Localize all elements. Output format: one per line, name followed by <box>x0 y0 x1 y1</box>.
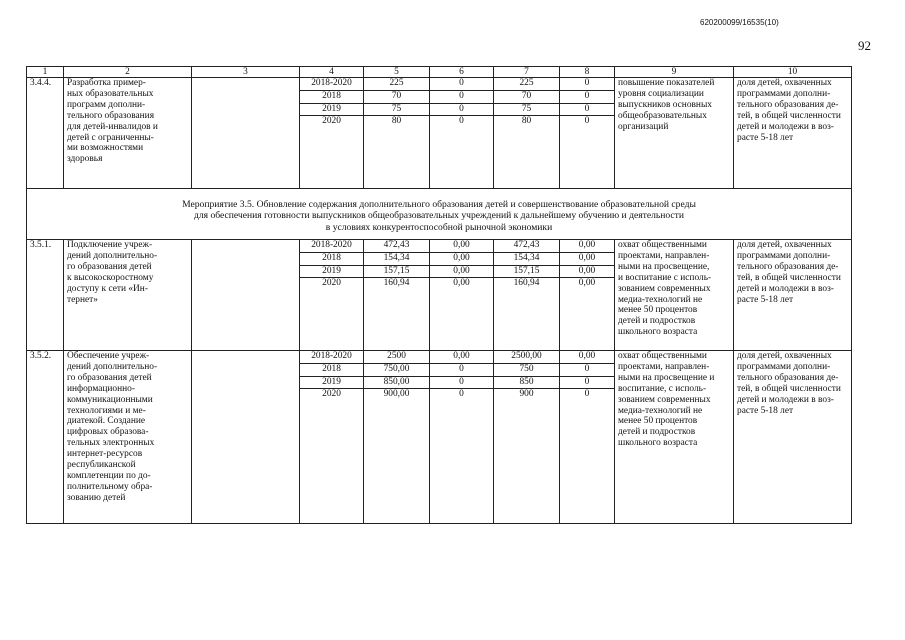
text-line: расте 5-18 лет <box>737 294 794 305</box>
value-line: 0,00 <box>560 266 614 279</box>
table-row <box>27 240 852 351</box>
text-line: комплетенции по до- <box>67 470 151 481</box>
text-line: ными на просвещение и <box>618 372 715 383</box>
value-line: 0 <box>459 389 464 400</box>
row-number: 3.4.4. <box>27 78 64 189</box>
value-line: 2019 <box>300 266 363 279</box>
section-title <box>27 189 852 240</box>
value-line: 750 <box>494 364 559 377</box>
text-line: тельных электронных <box>67 438 155 449</box>
empty-cell <box>192 351 300 524</box>
value-cell <box>430 240 494 351</box>
text-line: доля детей, охваченных <box>737 351 832 361</box>
value-cell <box>364 351 430 524</box>
text-line: тельного образования де- <box>737 99 839 110</box>
text-line: детей с ограниченны- <box>67 132 154 143</box>
value-line: 900 <box>519 389 534 400</box>
text-line: дений дополнительно- <box>67 250 158 261</box>
value-line: 75 <box>494 104 559 117</box>
table-row <box>27 351 852 524</box>
value-line: 75 <box>364 104 429 117</box>
value-line: 0 <box>430 91 493 104</box>
text-line: зованию детей <box>67 492 126 503</box>
value-line: 70 <box>364 91 429 104</box>
value-line: 2020 <box>322 389 341 400</box>
header-cell: 6 <box>430 67 494 78</box>
header-cell: 5 <box>364 67 430 78</box>
value-cell <box>364 240 430 351</box>
text-line: расте 5-18 лет <box>737 405 794 416</box>
measure-name <box>64 351 192 524</box>
header-cell: 8 <box>560 67 615 78</box>
text-line: программами дополни- <box>737 250 831 261</box>
value-line: 2020 <box>322 116 341 127</box>
text-line: тей, в общей численности <box>737 110 841 121</box>
value-cell <box>364 78 430 189</box>
value-line: 472,43 <box>364 240 429 253</box>
value-line: 0 <box>560 104 614 117</box>
text-line: расте 5-18 лет <box>737 132 794 143</box>
value-cell <box>560 78 615 189</box>
text-line: технологиями и ме- <box>67 405 146 416</box>
header-cell: 4 <box>300 67 364 78</box>
value-line: 0,00 <box>453 278 470 289</box>
value-line: 0 <box>560 377 614 390</box>
value-line: 2018-2020 <box>300 78 363 91</box>
text-line: го образования детей <box>67 372 152 383</box>
text-line: охват общественными <box>618 351 707 361</box>
header-cell: 3 <box>192 67 300 78</box>
measure-name <box>64 240 192 351</box>
value-cell <box>430 351 494 524</box>
value-cell <box>300 78 364 189</box>
text-line: информационно- <box>67 383 135 394</box>
value-line: 0,00 <box>560 351 614 364</box>
text-line: школьного возраста <box>618 438 698 449</box>
value-line: 0,00 <box>560 253 614 266</box>
section-title-line: в условиях конкурентоспособной рыночной экономики <box>325 221 553 233</box>
text-line: здоровья <box>67 154 103 165</box>
value-line: 2018 <box>300 364 363 377</box>
value-line: 0,00 <box>430 240 493 253</box>
text-line: тельного образования де- <box>737 372 839 383</box>
value-cell <box>494 240 560 351</box>
text-line: медиа-технологий не <box>618 294 703 305</box>
value-line: 0 <box>584 389 590 400</box>
text-line: уровня социализации <box>618 88 704 99</box>
value-line: 70 <box>494 91 559 104</box>
value-line: 2500 <box>364 351 429 364</box>
expected-result <box>615 351 734 524</box>
value-line: 2018-2020 <box>300 351 363 364</box>
text-line: организаций <box>618 121 669 132</box>
value-line: 0 <box>430 377 493 390</box>
value-cell <box>300 240 364 351</box>
text-line: и воспитание с исполь- <box>618 272 712 283</box>
text-line: детей и молодежи в воз- <box>737 121 834 132</box>
value-line: 154,34 <box>494 253 559 266</box>
indicator <box>734 351 852 524</box>
text-line: менее 50 процентов <box>618 305 698 316</box>
header-cell: 9 <box>615 67 734 78</box>
value-line: 2018 <box>300 253 363 266</box>
value-cell <box>494 351 560 524</box>
value-line: 0,00 <box>430 266 493 279</box>
text-line: го образования детей <box>67 261 152 272</box>
measure-name <box>64 78 192 189</box>
text-line: доступу к сети «Ин- <box>67 283 148 294</box>
page-number: 92 <box>858 38 871 53</box>
text-line: воспитание, с исполь- <box>618 383 707 394</box>
text-line: полнительному обра- <box>67 481 153 492</box>
value-line: 157,15 <box>494 266 559 279</box>
expected-result <box>615 78 734 189</box>
text-line: детей и подростков <box>618 427 696 438</box>
indicator <box>734 240 852 351</box>
section-title-line: для обеспечения готовности выпускников общеобразовательных учреждений к дальнейшему обучению и деятельности <box>193 210 684 222</box>
section-title-line: Мероприятие 3.5. Обновление содержания дополнительного образования детей и совершенствование образовательной среды <box>182 199 696 210</box>
text-line: коммуникационными <box>67 394 153 405</box>
value-line: 157,15 <box>364 266 429 279</box>
text-line: зованием современных <box>618 394 711 405</box>
text-line: для детей-инвалидов и <box>67 121 158 132</box>
text-line: школьного возраста <box>618 327 698 338</box>
text-line: интернет-ресурсов <box>67 449 143 460</box>
value-line: 225 <box>364 78 429 91</box>
header-cell: 10 <box>734 67 852 78</box>
text-line: доля детей, охваченных <box>737 78 832 88</box>
value-line: 2018-2020 <box>300 240 363 253</box>
expected-result <box>615 240 734 351</box>
document-number: 620200099/16535(10) <box>700 18 779 27</box>
text-line: охват общественными <box>618 240 707 250</box>
value-line: 0 <box>430 78 493 91</box>
text-line: к высокоскоростному <box>67 272 154 283</box>
text-line: повышение показателей <box>618 78 715 88</box>
text-line: ных образовательных <box>67 88 154 99</box>
value-line: 2018 <box>300 91 363 104</box>
text-line: тельного образования <box>67 110 155 121</box>
value-line: 2019 <box>300 104 363 117</box>
row-number: 3.5.2. <box>27 351 64 524</box>
value-line: 0 <box>584 116 590 127</box>
value-line: 0 <box>459 116 464 127</box>
text-line: тернет» <box>67 294 98 305</box>
value-line: 2500,00 <box>494 351 559 364</box>
value-line: 0,00 <box>560 240 614 253</box>
text-line: диатекой. Создание <box>67 416 146 427</box>
text-line: выпускников основных <box>618 99 712 110</box>
header-cell: 7 <box>494 67 560 78</box>
table-row <box>27 78 852 189</box>
value-line: 472,43 <box>494 240 559 253</box>
section-row <box>27 189 852 240</box>
text-line: детей и молодежи в воз- <box>737 283 834 294</box>
text-line: зованием современных <box>618 283 711 294</box>
text-line: Разработка пример- <box>67 78 146 88</box>
value-line: 154,34 <box>364 253 429 266</box>
indicator <box>734 78 852 189</box>
value-cell <box>494 78 560 189</box>
text-line: программ дополни- <box>67 99 146 110</box>
value-line: 750,00 <box>364 364 429 377</box>
text-line: доля детей, охваченных <box>737 240 832 250</box>
value-line: 0 <box>430 364 493 377</box>
text-line: цифровых образова- <box>67 427 149 438</box>
value-line: 0 <box>560 91 614 104</box>
value-line: 2020 <box>322 278 341 289</box>
value-line: 900,00 <box>383 389 410 400</box>
header-row <box>27 67 852 78</box>
text-line: проектами, направлен- <box>618 361 710 372</box>
text-line: Обеспечение учреж- <box>67 351 150 361</box>
text-line: детей и подростков <box>618 316 696 327</box>
header-cell: 1 <box>27 67 64 78</box>
text-line: общеобразовательных <box>618 110 707 121</box>
text-line: ми возможностями <box>67 143 144 154</box>
value-line: 2019 <box>300 377 363 390</box>
empty-cell <box>192 240 300 351</box>
text-line: программами дополни- <box>737 88 831 99</box>
value-cell <box>560 351 615 524</box>
value-line: 160,94 <box>513 278 540 289</box>
value-line: 0 <box>560 364 614 377</box>
empty-cell <box>192 78 300 189</box>
text-line: медиа-технологий не <box>618 405 703 416</box>
text-line: ными на просвещение, <box>618 261 710 272</box>
value-line: 0,00 <box>430 253 493 266</box>
text-line: тей, в общей численности <box>737 272 841 283</box>
value-line: 0,00 <box>430 351 493 364</box>
value-line: 225 <box>494 78 559 91</box>
text-line: тей, в общей численности <box>737 383 841 394</box>
text-line: менее 50 процентов <box>618 416 698 427</box>
value-line: 850,00 <box>364 377 429 390</box>
value-line: 0,00 <box>578 278 596 289</box>
text-line: программами дополни- <box>737 361 831 372</box>
value-cell <box>560 240 615 351</box>
value-line: 80 <box>391 116 402 127</box>
text-line: тельного образования де- <box>737 261 839 272</box>
program-table <box>26 66 852 524</box>
value-line: 0 <box>430 104 493 117</box>
value-cell <box>300 351 364 524</box>
row-number: 3.5.1. <box>27 240 64 351</box>
text-line: детей и молодежи в воз- <box>737 394 834 405</box>
value-line: 850 <box>494 377 559 390</box>
text-line: республиканской <box>67 460 136 471</box>
text-line: Подключение учреж- <box>67 240 153 250</box>
value-line: 80 <box>521 116 532 127</box>
header-cell: 2 <box>64 67 192 78</box>
value-cell <box>430 78 494 189</box>
text-line: дений дополнительно- <box>67 361 158 372</box>
value-line: 0 <box>560 78 614 91</box>
text-line: проектами, направлен- <box>618 250 710 261</box>
value-line: 160,94 <box>383 278 410 289</box>
